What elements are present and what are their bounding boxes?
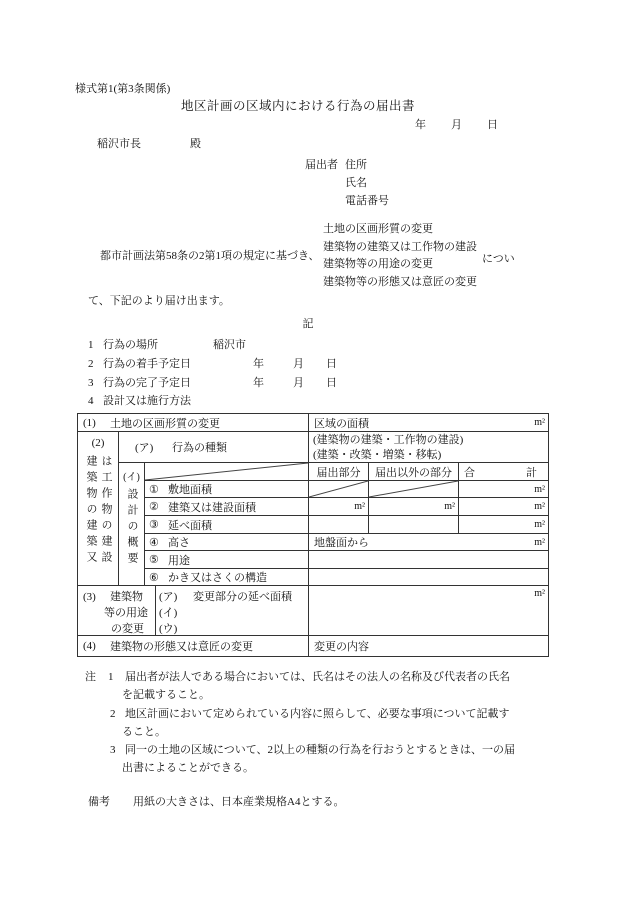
cell-row1-total: m²: [459, 481, 548, 498]
law-intro: 都市計画法第58条の2第1項の規定に基づき、: [100, 250, 320, 262]
item-3-year: 年: [253, 377, 264, 389]
cell-header-total: 合 計: [459, 463, 548, 481]
cell-row1-d-diagonal: [309, 481, 369, 498]
date-day-label: 日: [487, 119, 498, 131]
cell-row6-value: [309, 569, 548, 586]
applicant-address-label: 住所: [345, 159, 367, 171]
cell-r2-vertical: (2) 建築物の建築又は工作物の建設: [78, 432, 119, 586]
cell-header-other: 届出以外の部分: [369, 463, 459, 481]
note-3-line-1: 同一の土地の区域について、2以上の種類の行為を行おうとするときは、一の届: [125, 744, 516, 756]
cell-r3-value: m²: [309, 586, 548, 636]
action-option: 土地の区画形質の変更: [323, 223, 433, 235]
item-2-month: 月: [293, 358, 304, 370]
cell-row2-d: m²: [309, 498, 369, 516]
cell-ri-vertical: (イ) 設計の概要: [119, 463, 145, 586]
cell-row3-label: ③ 延べ面積: [145, 516, 309, 534]
diagonal-line: [145, 463, 308, 480]
cell-r3-label: (3) 建築物 等の用途 の変更: [78, 586, 156, 636]
cell-header-diagonal: [145, 463, 309, 481]
law-suffix: につい: [482, 253, 515, 265]
cell-r3-sub: (ア) 変更部分の延べ面積 (イ) (ウ): [156, 586, 309, 636]
diagonal-line: [309, 481, 368, 497]
notes-heading: 注: [85, 671, 96, 683]
cell-row3-total: m²: [459, 516, 548, 534]
note-3-line-2: 出書によることができる。: [122, 762, 254, 774]
item-1-label: 行為の場所: [103, 339, 158, 351]
item-3-day: 日: [326, 377, 337, 389]
note-1-no: 1: [108, 671, 114, 683]
applicant-phone-label: 電話番号: [345, 195, 389, 207]
cell-r4-value: 変更の内容: [314, 641, 369, 653]
item-2-no: 2: [88, 358, 94, 370]
action-option: 建築物の建築又は工作物の建設: [323, 240, 477, 253]
note-2-no: 2: [110, 708, 116, 720]
action-options: [323, 221, 477, 291]
cell-header-notified: 届出部分: [309, 463, 369, 481]
note-1-line-2: を記載すること。: [122, 689, 210, 701]
item-2-day: 日: [326, 358, 337, 370]
cell-row2-e: m²: [369, 498, 459, 516]
diagonal-line: [369, 481, 458, 497]
form-table: [77, 413, 549, 657]
addressee-honorific: 殿: [190, 138, 201, 150]
note-2-line-1: 地区計画において定められている内容に照らして、必要な事項について記載す: [125, 708, 510, 720]
remark-label: 備考: [88, 796, 110, 808]
cell-r1-value: 区域の面積 m²: [309, 414, 548, 432]
cell-r4-label: (4) 建築物の形態又は意匠の変更: [78, 636, 309, 656]
item-4-no: 4: [88, 395, 94, 407]
cell-ra-value: (建築物の建築・工作物の建設) (建築・改築・増築・移転): [309, 432, 548, 463]
page-title: 地区計画の区域内における行為の届出書: [180, 99, 415, 113]
note-2-line-2: ること。: [122, 726, 166, 738]
action-option: 建築物等の用途の変更: [323, 258, 433, 271]
cell-row1-e-diagonal: [369, 481, 459, 498]
item-2-label: 行為の着手予定日: [103, 358, 191, 370]
cell-row4-label: ④ 高さ: [145, 534, 309, 551]
item-4-label: 設計又は施行方法: [103, 395, 191, 407]
note-1-line-1: 届出者が法人である場合においては、氏名はその法人の名称及び代表者の氏名: [125, 671, 510, 683]
addressee: 稲沢市長: [97, 138, 141, 150]
date-year-label: 年: [415, 119, 426, 131]
item-3-label: 行為の完了予定日: [103, 377, 191, 389]
item-1-no: 1: [88, 339, 94, 351]
cell-row5-value: [309, 551, 548, 569]
cell-row4-value: 地盤面から m²: [309, 534, 548, 551]
item-3-no: 3: [88, 377, 94, 389]
applicant-label: 届出者: [305, 159, 338, 171]
law-continuation: て、下記のより届け出ます。: [88, 295, 230, 307]
item-1-value: 稲沢市: [213, 339, 246, 351]
cell-row5-label: ⑤ 用途: [145, 551, 309, 569]
applicant-name-label: 氏名: [345, 177, 367, 189]
cell-row2-total: m²: [459, 498, 548, 516]
cell-row3-e: [369, 516, 459, 534]
remark-text: 用紙の大きさは、日本産業規格A4とする。: [133, 796, 345, 808]
cell-r1-label: (1) 土地の区画形質の変更: [78, 414, 309, 432]
item-3-month: 月: [293, 377, 304, 389]
item-2-year: 年: [253, 358, 264, 370]
cell-ra-label: (ア) 行為の種類: [119, 432, 309, 463]
cell-row1-label: ① 敷地面積: [145, 481, 309, 498]
form-number: 様式第1(第3条関係): [75, 83, 171, 95]
record-heading: 記: [302, 318, 314, 330]
action-option: 建築物等の形態又は意匠の変更: [323, 275, 477, 288]
cell-row3-d: [309, 516, 369, 534]
cell-row2-label: ② 建築又は建設面積: [145, 498, 309, 516]
date-month-label: 月: [451, 119, 462, 131]
cell-row6-label: ⑥ かき又はさくの構造: [145, 569, 309, 586]
note-3-no: 3: [110, 744, 116, 756]
